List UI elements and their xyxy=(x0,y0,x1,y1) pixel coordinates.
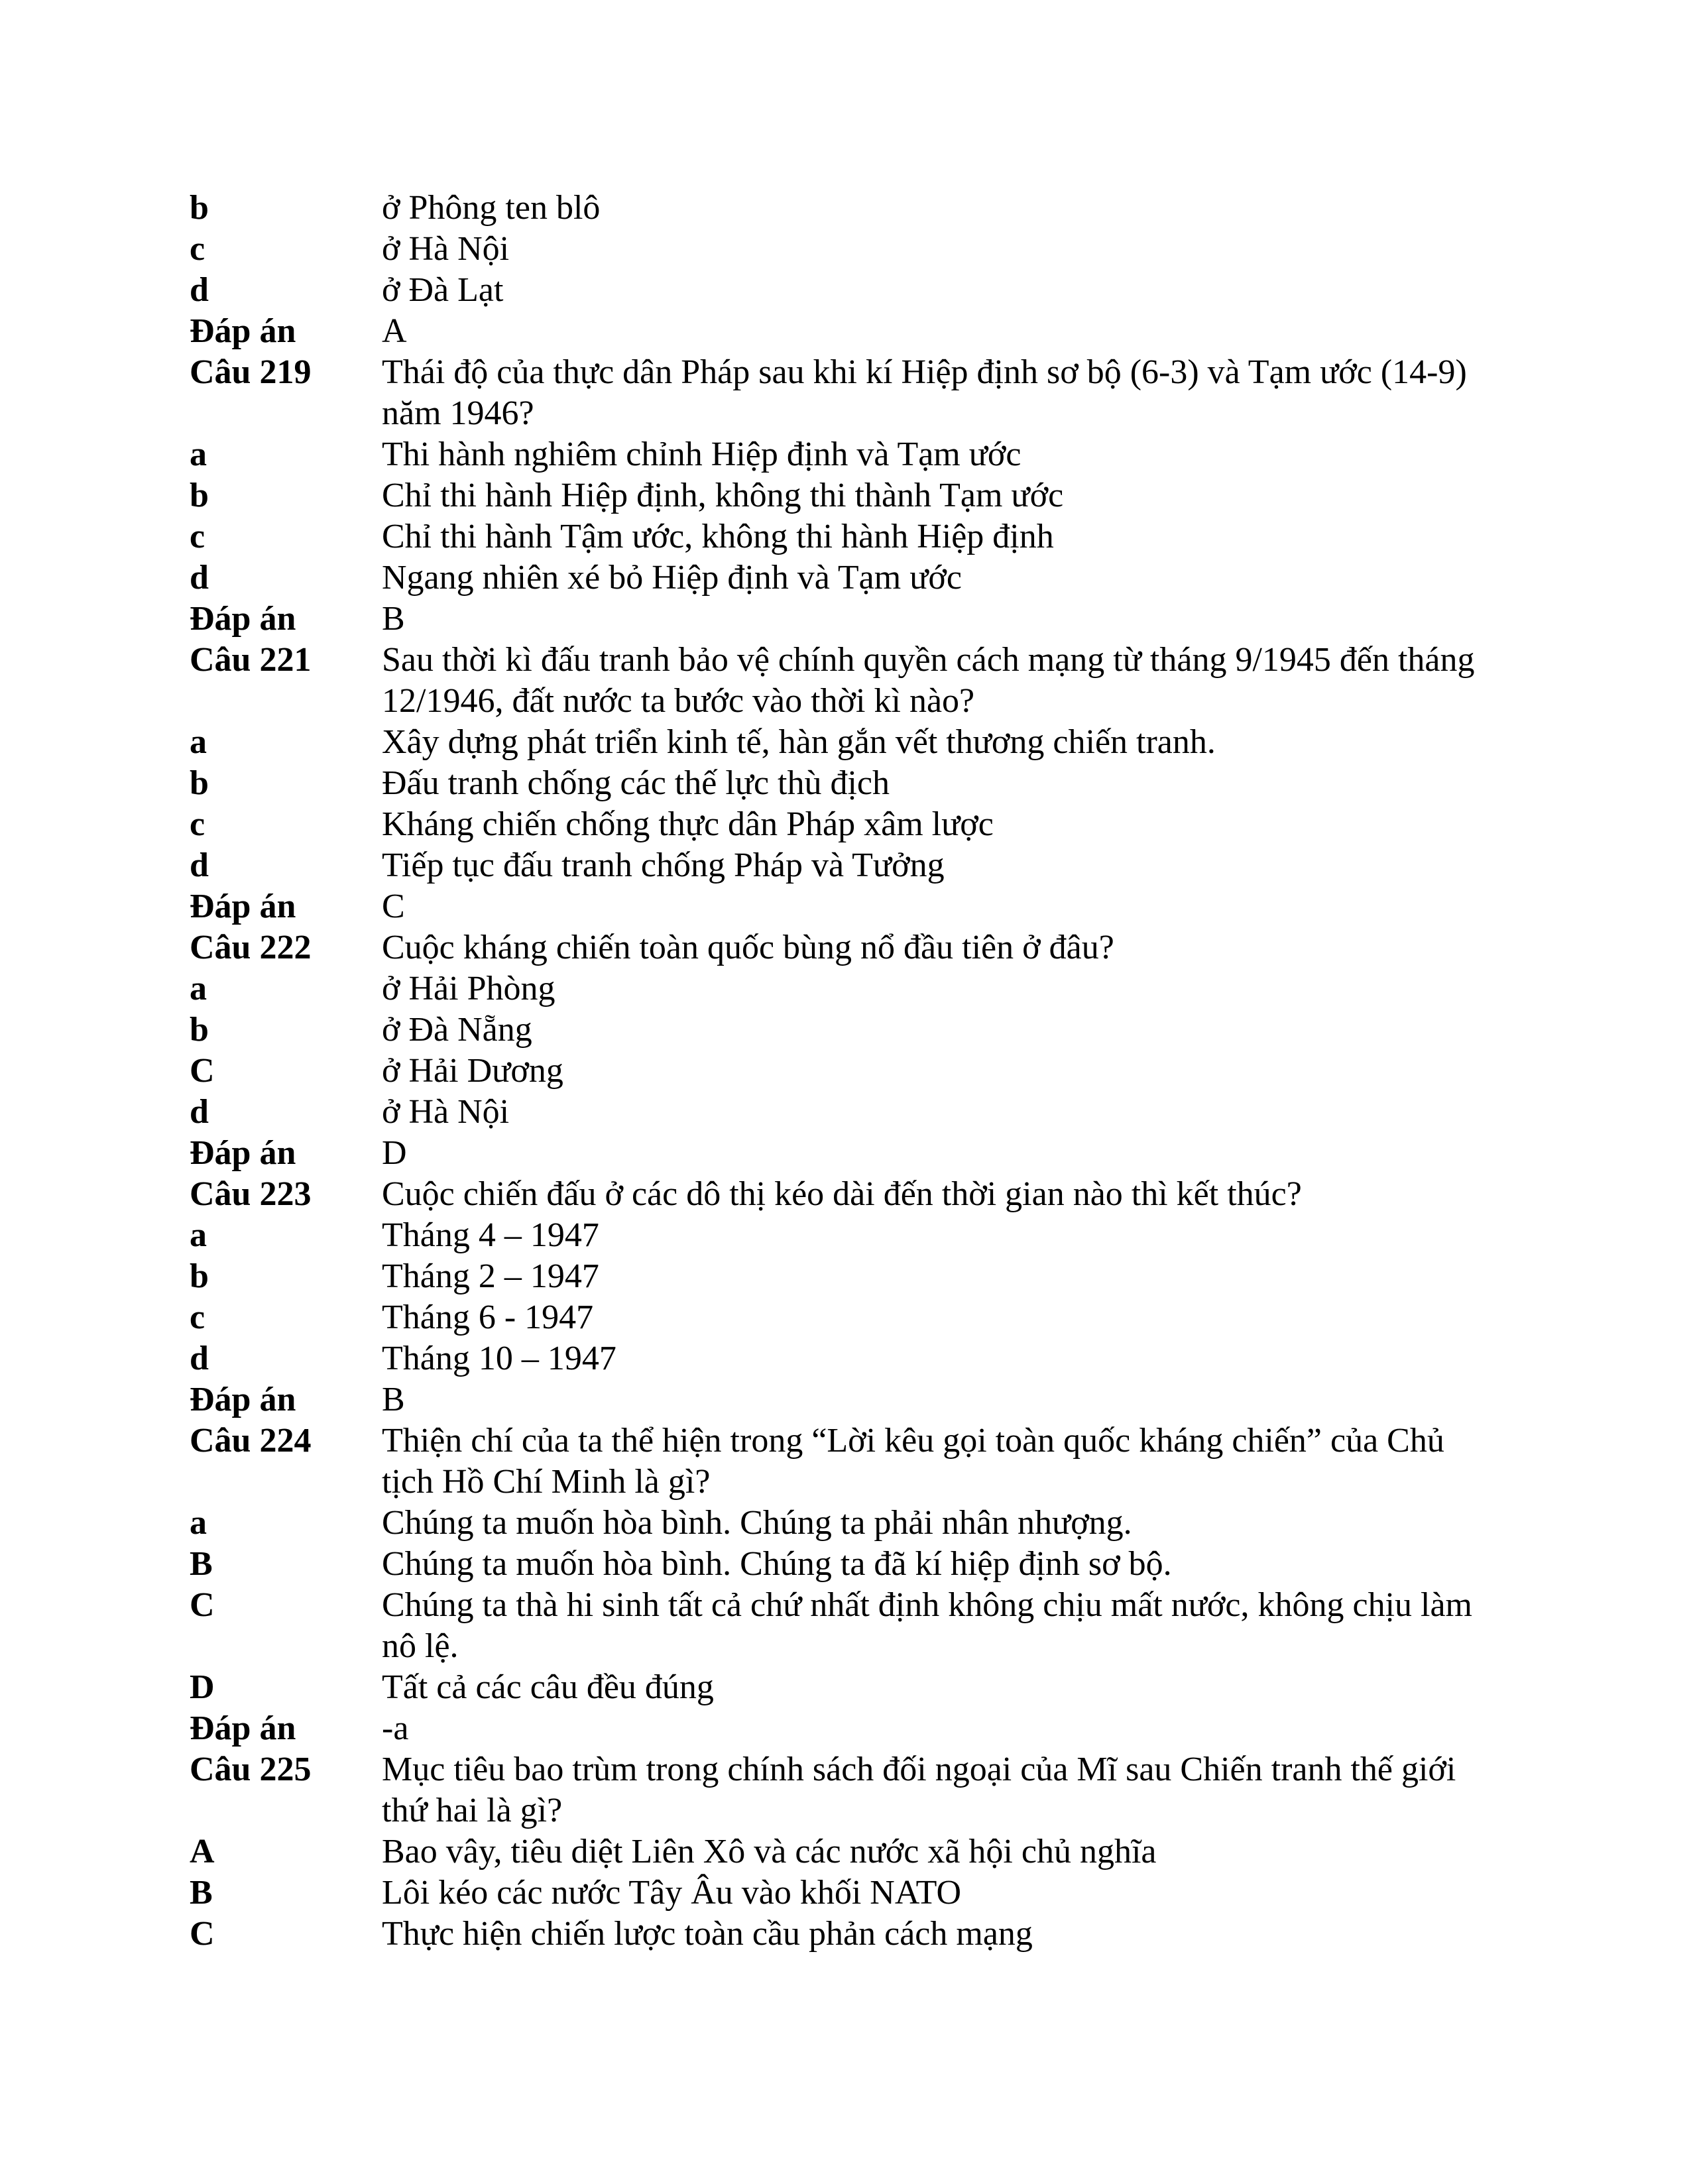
row-text: C xyxy=(382,888,405,925)
answer-row xyxy=(190,1256,1482,1297)
answer-row xyxy=(190,1544,1482,1585)
row-label: C xyxy=(190,1915,215,1953)
answer-row xyxy=(190,722,1482,763)
row-label: Câu 224 xyxy=(190,1422,312,1460)
row-text: Thái độ của thực dân Pháp sau khi kí Hiệp định sơ bộ (6-3) và Tạm ước (14-9) năm 1946? xyxy=(382,353,1467,432)
row-text: Tháng 10 – 1947 xyxy=(382,1340,616,1377)
row-text: ở Hải Dương xyxy=(382,1052,563,1090)
row-text: D xyxy=(382,1134,407,1172)
row-label: D xyxy=(190,1668,215,1706)
question-row xyxy=(190,1420,1482,1503)
row-text: Sau thời kì đấu tranh bảo vệ chính quyền cách mạng từ tháng 9/1945 đến tháng 12/1946, đất nước ta bước vào thời kì nào? xyxy=(382,641,1475,720)
row-text: Kháng chiến chống thực dân Pháp xâm lược xyxy=(382,805,994,843)
row-text: Cuộc chiến đấu ở các dô thị kéo dài đến thời gian nào thì kết thúc? xyxy=(382,1175,1302,1213)
row-label: a xyxy=(190,435,207,473)
answer-row xyxy=(190,1092,1482,1133)
answer-row xyxy=(190,516,1482,557)
row-text: Ngang nhiên xé bỏ Hiệp định và Tạm ước xyxy=(382,559,962,597)
row-label: b xyxy=(190,1257,209,1295)
row-text: Thi hành nghiêm chỉnh Hiệp định và Tạm ước xyxy=(382,435,1021,473)
row-text: B xyxy=(382,600,405,638)
row-text: Tháng 4 – 1947 xyxy=(382,1216,599,1254)
answer-row xyxy=(190,1338,1482,1379)
answer-row xyxy=(190,1215,1482,1256)
row-text: B xyxy=(382,1381,405,1418)
row-text: Tiếp tục đấu tranh chống Pháp và Tưởng xyxy=(382,846,945,884)
question-row xyxy=(190,640,1482,722)
question-row xyxy=(190,1749,1482,1831)
answer-key-row xyxy=(190,1379,1482,1420)
row-label: B xyxy=(190,1545,213,1583)
row-text: Thiện chí của ta thể hiện trong “Lời kêu gọi toàn quốc kháng chiến” của Chủ tịch Hồ Chí Minh là gì? xyxy=(382,1422,1444,1501)
row-text: ở Hà Nội xyxy=(382,1093,510,1131)
row-text: Lôi kéo các nước Tây Âu vào khối NATO xyxy=(382,1874,961,1912)
row-text: Tháng 2 – 1947 xyxy=(382,1257,599,1295)
row-label: d xyxy=(190,1093,209,1131)
row-text: ở Phông ten blô xyxy=(382,189,601,227)
answer-row xyxy=(190,188,1482,229)
answer-row xyxy=(190,557,1482,599)
row-text: ở Đà Lạt xyxy=(382,271,504,309)
answer-row xyxy=(190,1914,1482,1955)
answer-row xyxy=(190,1585,1482,1667)
row-label: B xyxy=(190,1874,213,1912)
row-text: A xyxy=(382,312,407,350)
row-text: -a xyxy=(382,1709,409,1747)
row-text: Đấu tranh chống các thế lực thù địch xyxy=(382,764,890,802)
row-label: a xyxy=(190,970,207,1007)
answer-key-row xyxy=(190,1708,1482,1749)
row-text: ở Hải Phòng xyxy=(382,970,555,1007)
answer-row xyxy=(190,763,1482,804)
row-label: b xyxy=(190,1011,209,1049)
row-text: ở Hà Nội xyxy=(382,230,510,268)
row-text: Chỉ thi hành Tậm ước, không thi hành Hiệp định xyxy=(382,518,1054,555)
answer-key-row xyxy=(190,311,1482,352)
answer-key-row xyxy=(190,1133,1482,1174)
row-label: Đáp án xyxy=(190,1134,296,1172)
row-label: b xyxy=(190,477,209,514)
answer-key-row xyxy=(190,599,1482,640)
answer-row xyxy=(190,845,1482,886)
document-page xyxy=(190,188,1482,1955)
row-text: Cuộc kháng chiến toàn quốc bùng nổ đầu tiên ở đâu? xyxy=(382,929,1114,966)
row-label: Câu 225 xyxy=(190,1751,312,1788)
row-label: Đáp án xyxy=(190,1709,296,1747)
answer-row xyxy=(190,434,1482,475)
row-label: d xyxy=(190,559,209,597)
row-label: Câu 221 xyxy=(190,641,312,679)
row-label: a xyxy=(190,1216,207,1254)
row-label: Đáp án xyxy=(190,888,296,925)
row-label: Đáp án xyxy=(190,600,296,638)
question-row xyxy=(190,352,1482,434)
answer-row xyxy=(190,270,1482,311)
answer-row xyxy=(190,1051,1482,1092)
row-label: c xyxy=(190,1298,205,1336)
row-text: ở Đà Nẵng xyxy=(382,1011,532,1049)
row-text: Bao vây, tiêu diệt Liên Xô và các nước xã hội chủ nghĩa xyxy=(382,1833,1157,1870)
row-label: b xyxy=(190,764,209,802)
row-text: Tất cả các câu đều đúng xyxy=(382,1668,714,1706)
row-label: Câu 219 xyxy=(190,353,312,391)
row-label: d xyxy=(190,1340,209,1377)
row-label: b xyxy=(190,189,209,227)
row-label: Đáp án xyxy=(190,312,296,350)
row-text: Chúng ta thà hi sinh tất cả chứ nhất định không chịu mất nước, không chịu làm nô lệ. xyxy=(382,1586,1473,1665)
answer-row xyxy=(190,229,1482,270)
row-text: Mục tiêu bao trùm trong chính sách đối ngoại của Mĩ sau Chiến tranh thế giới thứ hai là gì? xyxy=(382,1751,1456,1829)
answer-row xyxy=(190,1297,1482,1338)
row-label: c xyxy=(190,230,205,268)
answer-row xyxy=(190,1872,1482,1914)
row-label: A xyxy=(190,1833,215,1870)
answer-key-row xyxy=(190,886,1482,927)
row-label: c xyxy=(190,805,205,843)
question-row xyxy=(190,1174,1482,1215)
answer-row xyxy=(190,1503,1482,1544)
row-label: Câu 222 xyxy=(190,929,312,966)
row-label: a xyxy=(190,723,207,761)
row-text: Chỉ thi hành Hiệp định, không thi thành Tạm ước xyxy=(382,477,1064,514)
row-label: Câu 223 xyxy=(190,1175,312,1213)
answer-row xyxy=(190,1009,1482,1051)
row-text: Chúng ta muốn hòa bình. Chúng ta đã kí hiệp định sơ bộ. xyxy=(382,1545,1172,1583)
row-label: c xyxy=(190,518,205,555)
row-label: a xyxy=(190,1504,207,1542)
answer-row xyxy=(190,804,1482,845)
row-text: Chúng ta muốn hòa bình. Chúng ta phải nhân nhượng. xyxy=(382,1504,1132,1542)
row-label: d xyxy=(190,846,209,884)
row-label: C xyxy=(190,1586,215,1624)
row-label: C xyxy=(190,1052,215,1090)
question-row xyxy=(190,927,1482,968)
row-text: Thực hiện chiến lược toàn cầu phản cách mạng xyxy=(382,1915,1033,1953)
row-label: d xyxy=(190,271,209,309)
answer-row xyxy=(190,1831,1482,1872)
answer-row xyxy=(190,475,1482,516)
answer-row xyxy=(190,968,1482,1009)
row-text: Tháng 6 - 1947 xyxy=(382,1298,594,1336)
row-text: Xây dựng phát triển kinh tế, hàn gắn vết thương chiến tranh. xyxy=(382,723,1216,761)
row-label: Đáp án xyxy=(190,1381,296,1418)
answer-row xyxy=(190,1667,1482,1708)
